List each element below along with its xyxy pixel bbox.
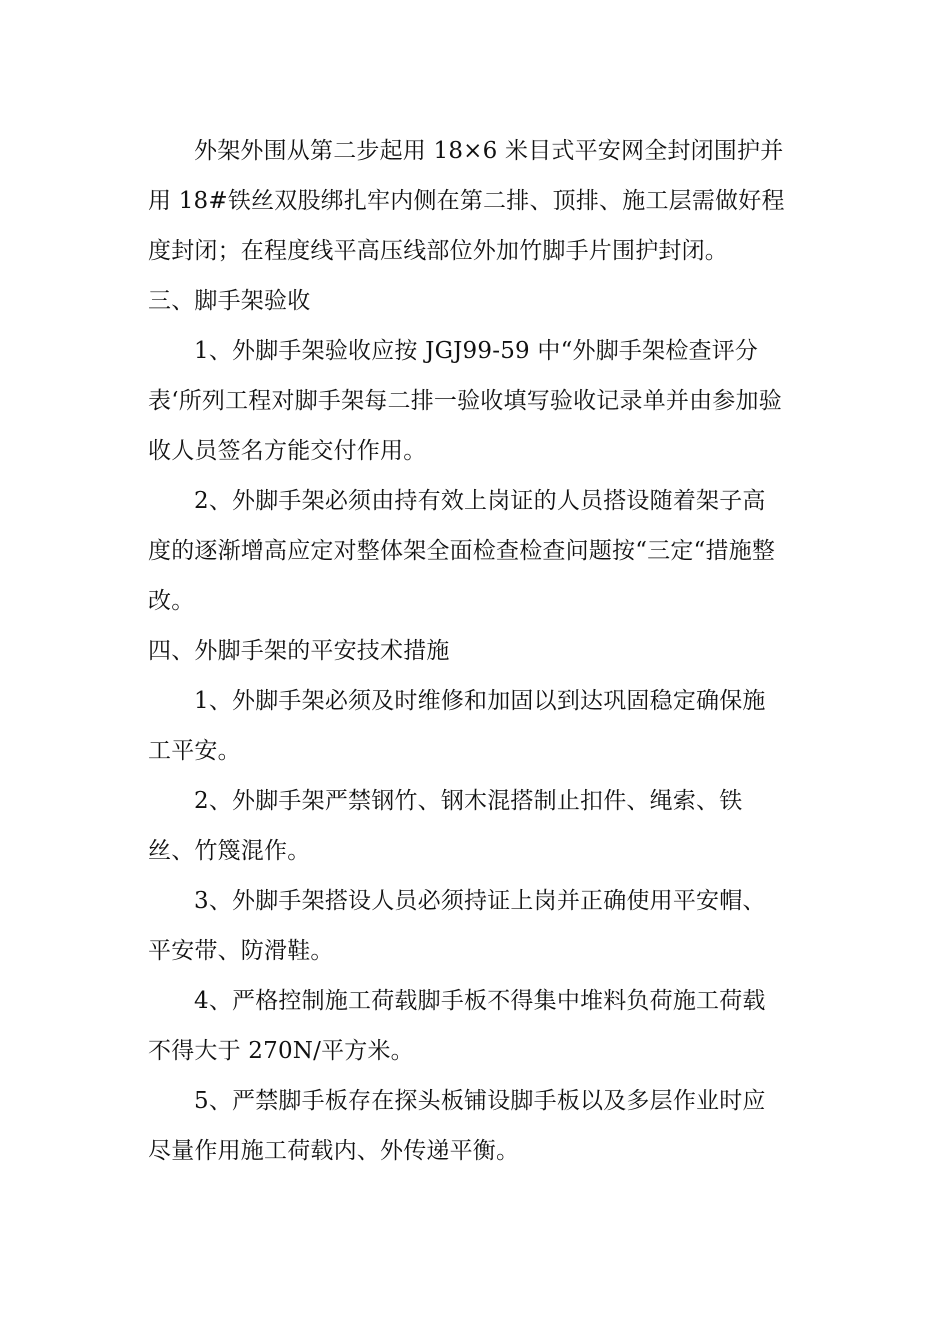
text-line: 改。	[148, 588, 195, 614]
text-line: 不得大于 270N/平方米。	[148, 1038, 414, 1064]
text-line: 工平安。	[148, 738, 241, 764]
text-line: 1、外脚手架必须及时维修和加固以到达巩固稳定确保施	[194, 688, 766, 714]
section-heading: 三、脚手架验收	[148, 288, 311, 314]
text-line: 外架外围从第二步起用 18×6 米目式平安网全封闭围护并	[194, 138, 784, 164]
text-line: 平安带、防滑鞋。	[148, 938, 334, 964]
text-line: 1、外脚手架验收应按 JGJ99-59 中“外脚手架检查评分	[194, 338, 759, 364]
text-line: 度封闭；在程度线平高压线部位外加竹脚手片围护封闭。	[148, 238, 728, 264]
text-line: 用 18#铁丝双股绑扎牢内侧在第二排、顶排、施工层需做好程	[148, 188, 785, 214]
text-line: 表‘所列工程对脚手架每二排一验收填写验收记录单并由参加验	[148, 388, 782, 414]
section-heading: 四、外脚手架的平安技术措施	[148, 638, 450, 664]
text-line: 2、外脚手架严禁钢竹、钢木混搭制止扣件、绳索、铁	[194, 788, 743, 814]
text-line: 丝、竹篾混作。	[148, 838, 311, 864]
text-line: 4、严格控制施工荷载脚手板不得集中堆料负荷施工荷载	[194, 988, 766, 1014]
text-line: 5、严禁脚手板存在探头板铺设脚手板以及多层作业时应	[194, 1088, 766, 1114]
text-line: 收人员签名方能交付作用。	[148, 438, 427, 464]
text-line: 2、外脚手架必须由持有效上岗证的人员搭设随着架子高	[194, 488, 766, 514]
text-line: 尽量作用施工荷载内、外传递平衡。	[148, 1138, 520, 1164]
document-body	[148, 126, 808, 1176]
text-line: 3、外脚手架搭设人员必须持证上岗并正确使用平安帽、	[194, 888, 766, 914]
text-line: 度的逐渐增高应定对整体架全面检查检查问题按“三定“措施整	[148, 538, 776, 564]
